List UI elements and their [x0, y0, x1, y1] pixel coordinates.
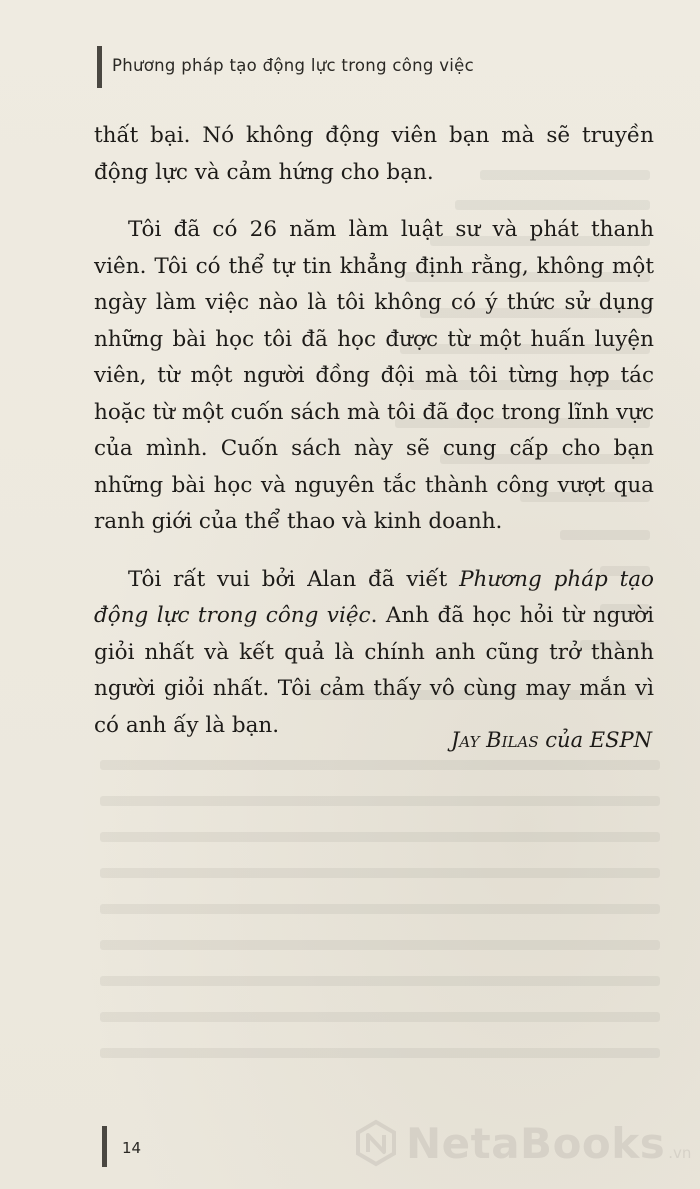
signature-name: Jay Bilas	[450, 728, 539, 752]
body-text	[94, 118, 654, 744]
page-number: 14	[122, 1139, 142, 1157]
header-rule	[97, 46, 102, 88]
watermark-brand: NetaBooks	[406, 1118, 666, 1168]
paragraph-experience: Tôi đã có 26 năm làm luật sư và phát thanh viên. Tôi có thể tự tin khẳng định rằng, không một ngày làm việc nào là tôi không có ý thức sử dụng những bài học tôi đã học được từ một huấn luyện viên, từ một người đồng đội mà tôi từng hợp tác hoặc từ một cuốn sách mà tôi đã đọc trong lĩnh vực của mình. Cuốn sách này sẽ cung cấp cho bạn những bài học và nguyên tắc thành công vượt qua ranh giới của thể thao và kinh doanh.	[94, 217, 654, 534]
watermark	[352, 1113, 691, 1173]
closing-intro: Tôi rất vui bởi Alan đã viết	[128, 566, 460, 592]
book-title-italic: Phương pháp tạo động lực trong công việc	[94, 566, 654, 628]
running-header-title: Phương pháp tạo động lực trong công việc	[112, 56, 474, 75]
paragraph-continued: thất bại. Nó không động viên bạn mà sẽ truyền động lực và cảm hứng cho bạn.	[94, 123, 654, 185]
watermark-suffix: .vn	[668, 1144, 692, 1162]
footer-rule	[102, 1126, 107, 1167]
netabooks-logo-icon	[352, 1119, 400, 1167]
author-signature	[451, 728, 652, 752]
paragraph-closing	[94, 562, 654, 745]
signature-affiliation: của ESPN	[545, 728, 652, 752]
closing-rest: . Anh đã học hỏi từ người giỏi nhất và kết quả là chính anh cũng trở thành người giỏi nhất. Tôi cảm thấy vô cùng may mắn vì có anh ấy là bạn.	[94, 603, 655, 738]
